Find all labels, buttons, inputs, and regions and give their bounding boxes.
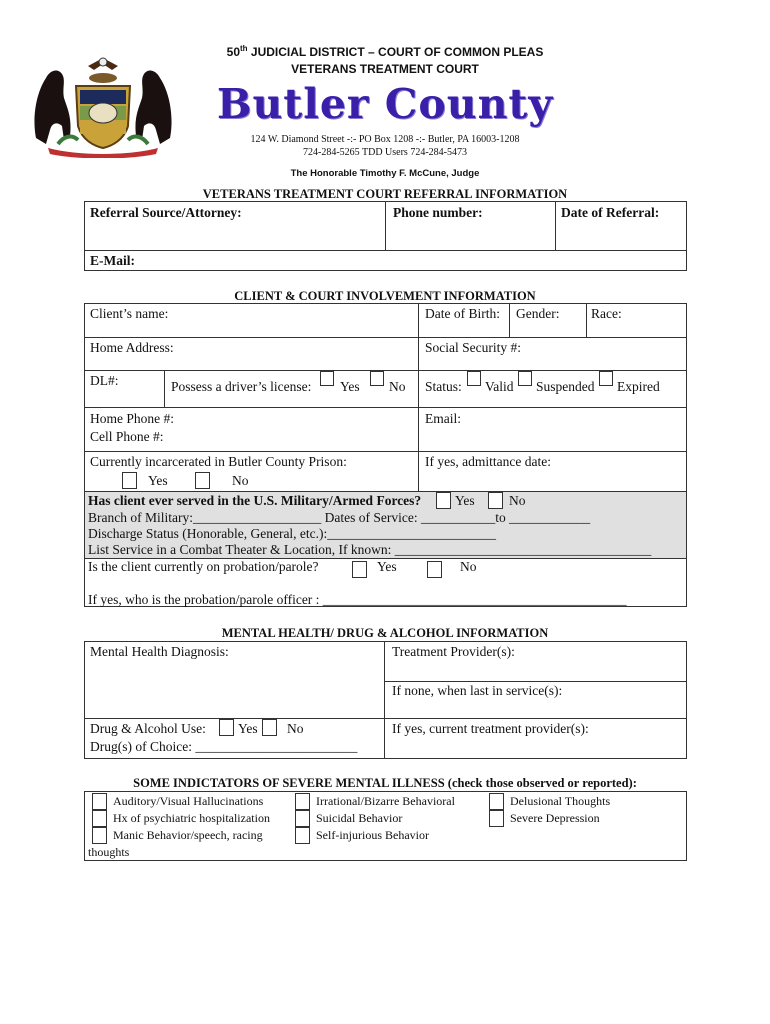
possess-license-label: Possess a driver’s license: [171, 379, 312, 394]
license-no-label: No [389, 379, 406, 394]
treatment-provider-label[interactable]: Treatment Provider(s): [392, 644, 515, 659]
incarcerated-yes-checkbox[interactable] [122, 472, 137, 489]
military-yes-checkbox[interactable] [436, 492, 451, 509]
status-expired-label: Expired [617, 379, 660, 394]
manic-behavior-label-wrap: thoughts [88, 845, 130, 859]
probation-no-checkbox[interactable] [427, 561, 442, 578]
combat-theater-field[interactable]: List Service in a Combat Theater & Location, If known: ______________________________________ [88, 542, 652, 557]
referral-source-label[interactable]: Referral Source/Attorney: [90, 205, 242, 220]
home-phone-label[interactable]: Home Phone #: [90, 411, 174, 426]
manic-behavior-checkbox[interactable] [92, 827, 107, 844]
manic-behavior-label: Manic Behavior/speech, racing [113, 828, 263, 842]
irrational-behavior-checkbox[interactable] [295, 793, 310, 810]
client-name-label[interactable]: Client’s name: [90, 306, 169, 321]
irrational-behavior-label: Irrational/Bizarre Behavioral [316, 794, 455, 808]
da-no-label: No [287, 721, 304, 736]
indicators-section-title: SOME INDICTATORS OF SEVERE MENTAL ILLNESS (check those observed or reported): [133, 776, 637, 790]
probation-yes-label: Yes [377, 559, 397, 574]
mh-diagnosis-label[interactable]: Mental Health Diagnosis: [90, 644, 229, 659]
suicidal-behavior-checkbox[interactable] [295, 810, 310, 827]
status-suspended-label: Suspended [536, 379, 595, 394]
referral-section-title: VETERANS TREATMENT COURT REFERRAL INFORMATION [202, 187, 568, 201]
suicidal-behavior-label: Suicidal Behavior [316, 811, 403, 825]
probation-yes-checkbox[interactable] [352, 561, 367, 578]
referral-phone-label[interactable]: Phone number: [393, 205, 483, 220]
da-yes-checkbox[interactable] [219, 719, 234, 736]
ssn-label[interactable]: Social Security #: [425, 340, 521, 355]
da-use-label: Drug & Alcohol Use: [90, 721, 206, 736]
court-heading-line2: VETERANS TREATMENT COURT [291, 62, 479, 76]
severe-depression-label: Severe Depression [510, 811, 600, 825]
admittance-date-label[interactable]: If yes, admittance date: [425, 454, 551, 469]
referral-email-label[interactable]: E-Mail: [90, 253, 135, 268]
status-valid-label: Valid [485, 379, 514, 394]
mental-section-title: MENTAL HEALTH/ DRUG & ALCOHOL INFORMATION [221, 626, 549, 640]
license-yes-checkbox[interactable] [320, 371, 334, 386]
self-injurious-label: Self-injurious Behavior [316, 828, 429, 842]
discharge-status-field[interactable]: Discharge Status (Honorable, General, etc.):_________________________ [88, 526, 497, 541]
probation-officer-field[interactable]: If yes, who is the probation/parole officer : _____________________________________________ [88, 592, 627, 607]
hallucinations-checkbox[interactable] [92, 793, 107, 810]
judge-name: The Honorable Timothy F. McCune, Judge [290, 168, 480, 179]
dl-label[interactable]: DL#: [90, 373, 119, 388]
psych-hospitalization-checkbox[interactable] [92, 810, 107, 827]
court-address: 124 W. Diamond Street -:- PO Box 1208 -:- Butler, PA 16003-1208 [250, 134, 520, 145]
status-expired-checkbox[interactable] [599, 371, 613, 386]
delusional-thoughts-label: Delusional Thoughts [510, 794, 611, 808]
license-yes-label: Yes [340, 379, 360, 394]
branch-of-military-field[interactable]: Branch of Military:___________________ Dates of Service: ___________to ____________ [88, 510, 591, 525]
race-label[interactable]: Race: [591, 306, 622, 321]
probation-question: Is the client currently on probation/parole? [88, 559, 319, 574]
military-no-checkbox[interactable] [488, 492, 503, 509]
dob-label[interactable]: Date of Birth: [425, 306, 500, 321]
psych-hospitalization-label: Hx of psychiatric hospitalization [113, 811, 270, 825]
probation-no-label: No [460, 559, 477, 574]
status-valid-checkbox[interactable] [467, 371, 481, 386]
incarcerated-label: Currently incarcerated in Butler County Prison: [90, 454, 347, 469]
military-no-label: No [509, 493, 526, 508]
gender-label[interactable]: Gender: [516, 306, 560, 321]
cell-phone-label[interactable]: Cell Phone #: [90, 429, 164, 444]
current-provider-label[interactable]: If yes, current treatment provider(s): [392, 721, 589, 736]
license-no-checkbox[interactable] [370, 371, 384, 386]
severe-depression-checkbox[interactable] [489, 810, 504, 827]
drug-of-choice-field[interactable]: Drug(s) of Choice: ________________________ [90, 739, 358, 754]
court-phones: 724-284-5265 TDD Users 724-284-5473 [303, 147, 467, 158]
da-no-checkbox[interactable] [262, 719, 277, 736]
court-heading-line1: 50th JUDICIAL DISTRICT – COURT OF COMMON PLEAS [226, 44, 544, 59]
incarcerated-no-checkbox[interactable] [195, 472, 210, 489]
county-title: Butler County [216, 80, 554, 128]
client-section-title: CLIENT & COURT INVOLVEMENT INFORMATION [234, 289, 536, 303]
status-suspended-checkbox[interactable] [518, 371, 532, 386]
status-label: Status: [425, 379, 462, 394]
military-yes-label: Yes [455, 493, 475, 508]
da-yes-label: Yes [238, 721, 258, 736]
incarcerated-no-label: No [232, 473, 249, 488]
client-email-label[interactable]: Email: [425, 411, 461, 426]
delusional-thoughts-checkbox[interactable] [489, 793, 504, 810]
hallucinations-label: Auditory/Visual Hallucinations [113, 794, 264, 808]
incarcerated-yes-label: Yes [148, 473, 168, 488]
home-address-label[interactable]: Home Address: [90, 340, 174, 355]
referral-date-label[interactable]: Date of Referral: [561, 205, 660, 220]
last-in-service-label[interactable]: If none, when last in service(s): [392, 683, 563, 698]
military-question: Has client ever served in the U.S. Military/Armed Forces? [88, 493, 422, 508]
self-injurious-checkbox[interactable] [295, 827, 310, 844]
